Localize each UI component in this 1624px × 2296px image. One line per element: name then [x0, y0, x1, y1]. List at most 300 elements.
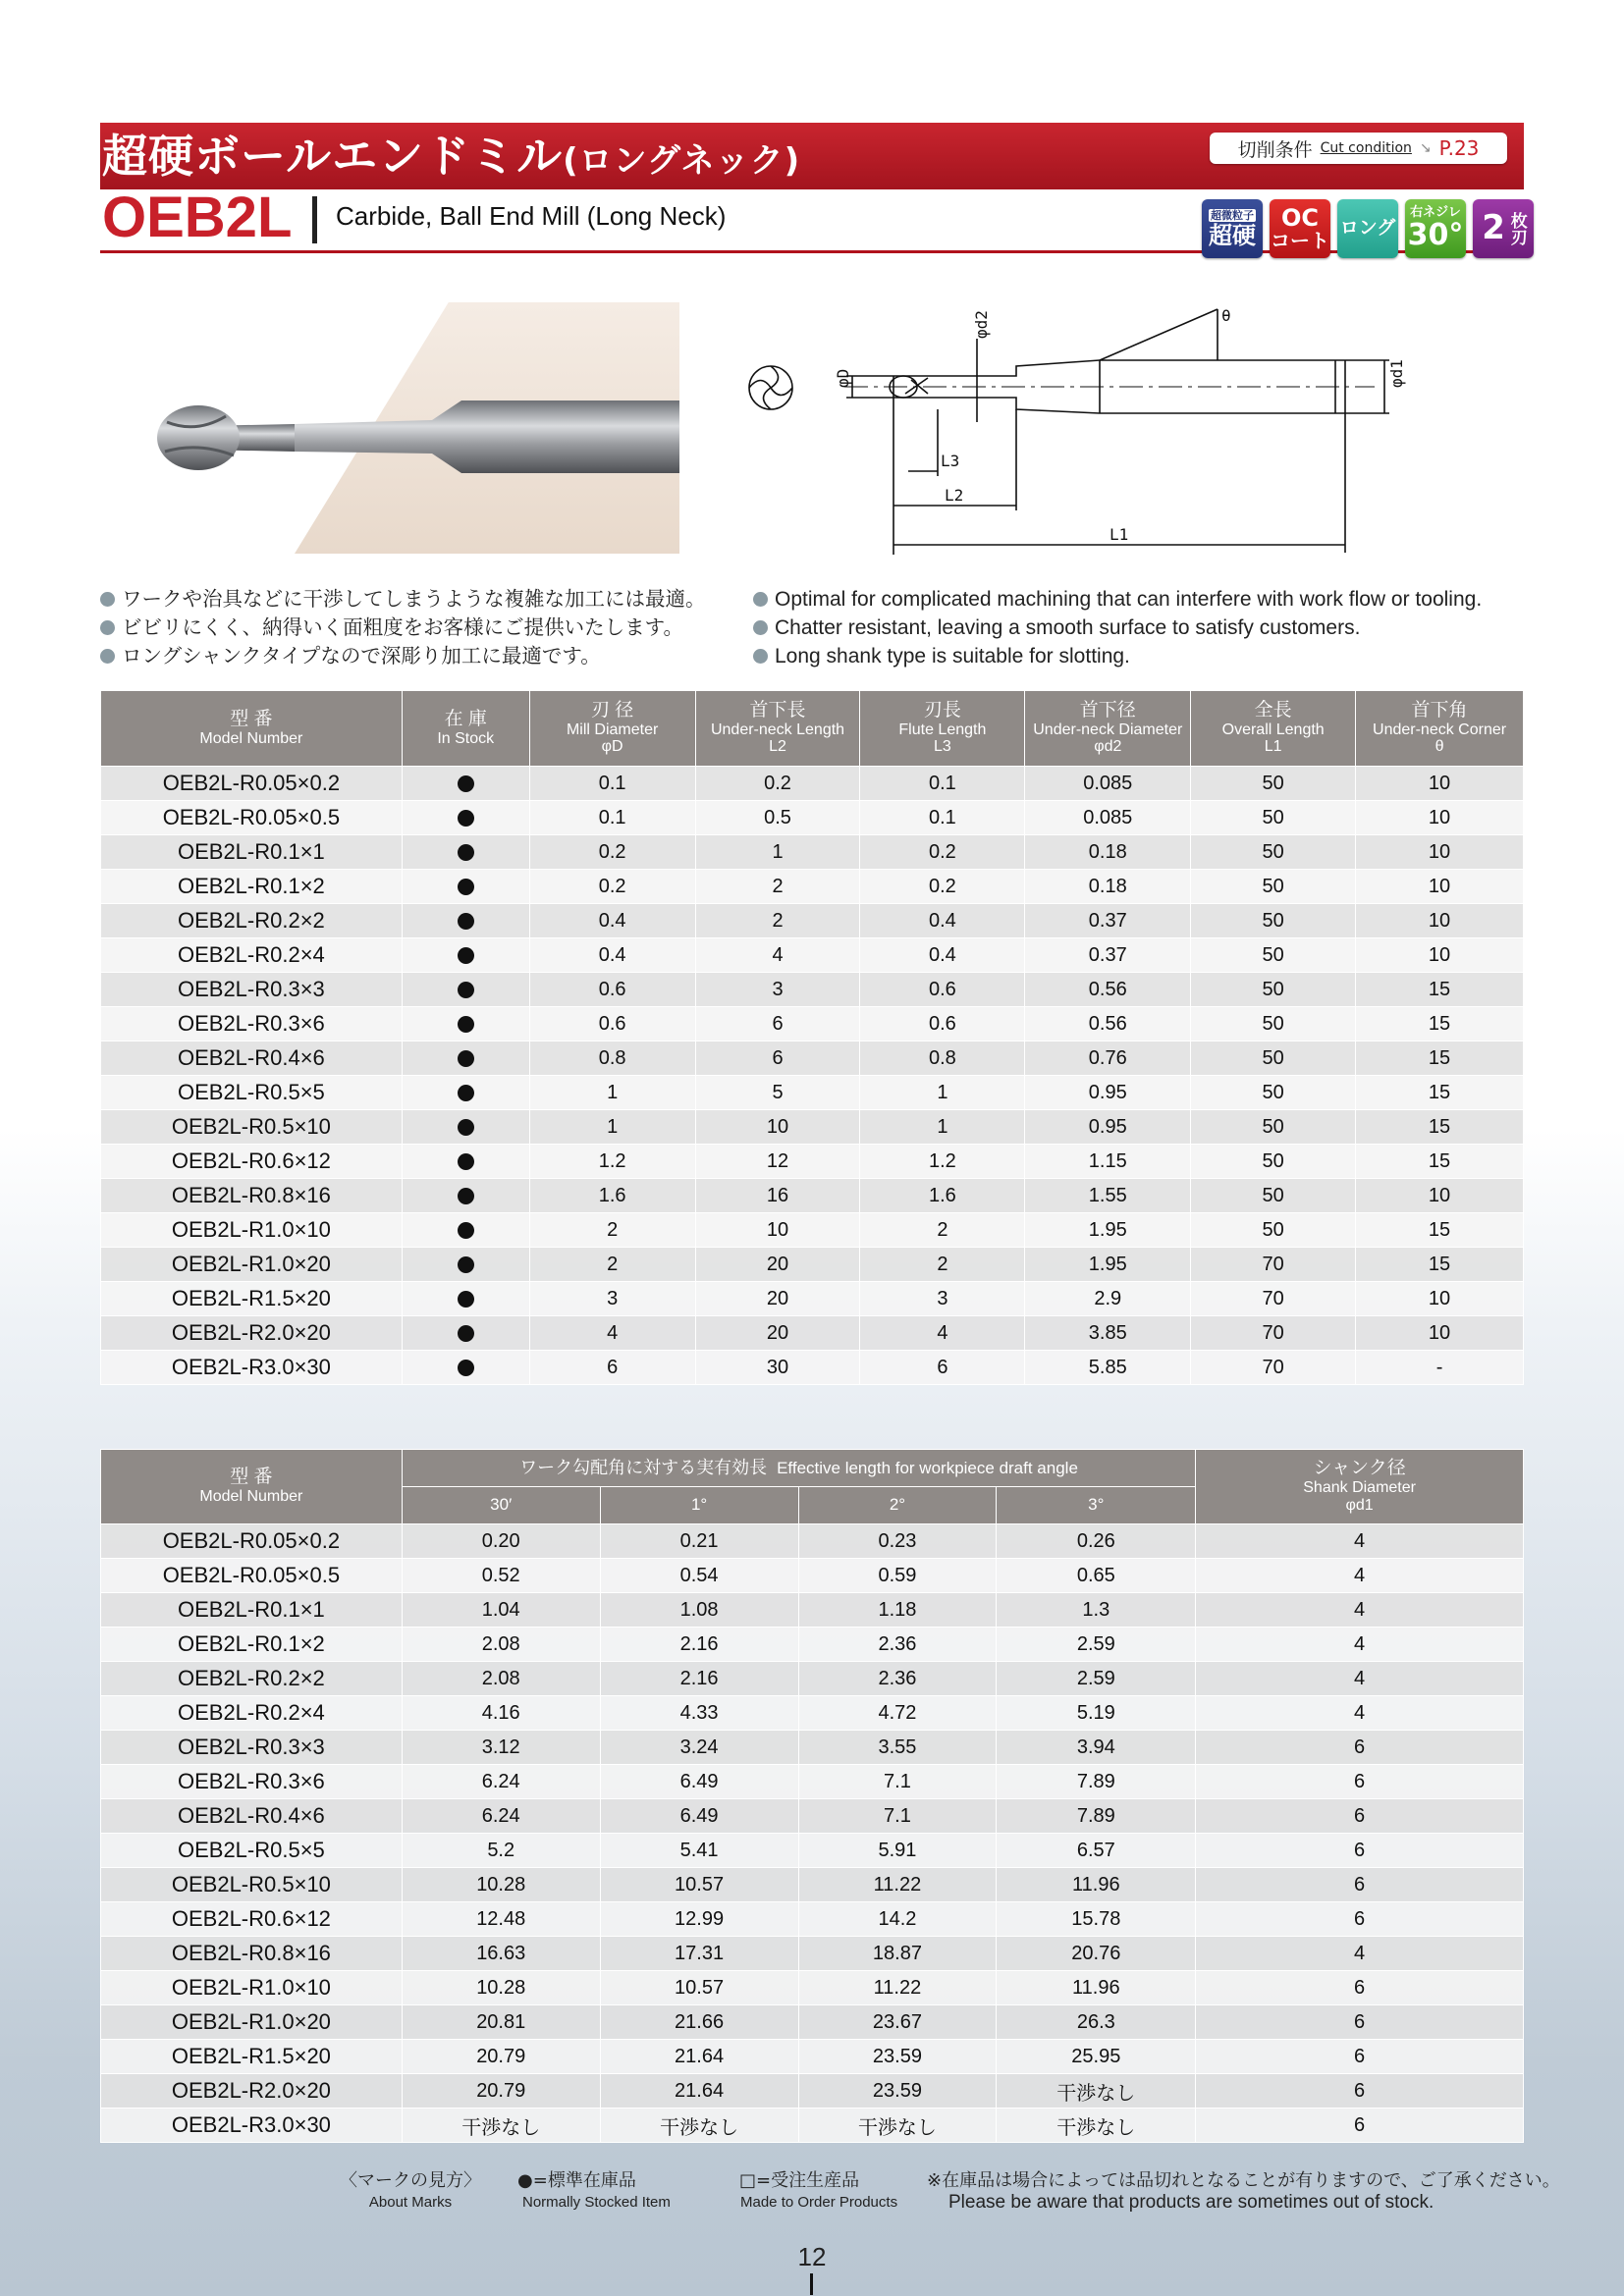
spec-header-cell: 首下長 Under-neck Length L2	[695, 691, 860, 767]
spec-cell: 2	[529, 1213, 695, 1248]
eff-cell: 3.24	[600, 1731, 798, 1765]
eff-cell: 11.22	[798, 1868, 997, 1902]
label-phi-d2: φd2	[972, 310, 991, 339]
spec-row	[101, 801, 1524, 835]
stock-note: ※在庫品は場合によっては品切れとなることが有りますので、ご了承ください。 Please be aware that products are sometimes out of stock.	[927, 2170, 1560, 2213]
in-stock-icon	[458, 982, 474, 998]
eff-cell: 4.16	[402, 1696, 600, 1731]
spec-cell: 12	[695, 1145, 860, 1179]
eff-row	[101, 1765, 1524, 1799]
spec-cell: 50	[1191, 767, 1356, 801]
spec-cell: 15	[1356, 1213, 1524, 1248]
spec-cell: 1.95	[1025, 1248, 1191, 1282]
spec-row	[101, 938, 1524, 973]
spec-cell: 50	[1191, 938, 1356, 973]
eff-cell: 6.24	[402, 1799, 600, 1834]
model-number-cell: OEB2L-R0.5×5	[101, 1076, 403, 1110]
eff-row	[101, 1799, 1524, 1834]
spec-row	[101, 973, 1524, 1007]
spec-cell: 0.5	[695, 801, 860, 835]
spec-cell: 0.085	[1025, 801, 1191, 835]
spec-row	[101, 1213, 1524, 1248]
spec-cell: 15	[1356, 1248, 1524, 1282]
spec-cell: 10	[1356, 835, 1524, 870]
spec-cell: 10	[1356, 801, 1524, 835]
spec-cell: 6	[529, 1351, 695, 1385]
spec-header-cell: 刃 径 Mill Diameter φD	[529, 691, 695, 767]
spec-cell	[402, 1248, 529, 1282]
model-number-cell: OEB2L-R0.8×16	[101, 1179, 403, 1213]
spec-cell: 10	[1356, 1179, 1524, 1213]
spec-header-cell: 首下角 Under-neck Corner θ	[1356, 691, 1524, 767]
spec-cell: 50	[1191, 904, 1356, 938]
model-number-cell: OEB2L-R0.3×3	[101, 973, 403, 1007]
eff-cell: 7.89	[997, 1765, 1196, 1799]
eff-cell: 6	[1196, 1834, 1524, 1868]
spec-cell: 10	[1356, 938, 1524, 973]
title-main: 超硬ボールエンドミル	[102, 130, 564, 183]
eff-row	[101, 1834, 1524, 1868]
bullet-icon	[753, 620, 768, 635]
eff-header-shank: シャンク径 Shank Diameter φd1	[1196, 1450, 1524, 1524]
eff-cell: 3.94	[997, 1731, 1196, 1765]
eff-cell: 15.78	[997, 1902, 1196, 1937]
spec-header-cell: 全長 Overall Length L1	[1191, 691, 1356, 767]
eff-cell: 20.79	[402, 2074, 600, 2109]
spec-cell	[402, 1316, 529, 1351]
spec-row	[101, 1041, 1524, 1076]
in-stock-icon	[458, 844, 474, 861]
eff-cell: 干渉なし	[997, 2074, 1196, 2109]
eff-cell: 7.89	[997, 1799, 1196, 1834]
in-stock-icon	[458, 1050, 474, 1067]
spec-cell: 0.4	[529, 938, 695, 973]
model-number-cell: OEB2L-R1.0×20	[101, 2005, 403, 2040]
page-number: 12	[797, 2242, 827, 2271]
eff-row	[101, 1937, 1524, 1971]
in-stock-icon	[458, 913, 474, 930]
eff-cell: 1.3	[997, 1593, 1196, 1628]
in-stock-icon	[458, 879, 474, 895]
spec-cell: 0.4	[860, 938, 1025, 973]
spec-cell: 2	[860, 1213, 1025, 1248]
eff-row	[101, 1559, 1524, 1593]
spec-cell	[402, 801, 529, 835]
spec-row	[101, 835, 1524, 870]
spec-cell: 0.2	[695, 767, 860, 801]
spec-cell: 2.9	[1025, 1282, 1191, 1316]
spec-cell	[402, 1145, 529, 1179]
in-stock-icon	[458, 1360, 474, 1376]
model-number-cell: OEB2L-R0.5×10	[101, 1868, 403, 1902]
model-number-cell: OEB2L-R0.05×0.5	[101, 801, 403, 835]
eff-cell: 4	[1196, 1559, 1524, 1593]
eff-cell: 0.59	[798, 1559, 997, 1593]
title-sub: (ロングネック)	[563, 141, 801, 181]
spec-cell: 0.95	[1025, 1110, 1191, 1145]
spec-cell: 0.8	[529, 1041, 695, 1076]
model-number-cell: OEB2L-R0.4×6	[101, 1799, 403, 1834]
eff-cell: 3.55	[798, 1731, 997, 1765]
two-flute-badge: 2 枚刃	[1473, 199, 1534, 258]
feature-en-item: Long shank type is suitable for slotting.	[753, 642, 1482, 670]
in-stock-icon	[458, 1085, 474, 1101]
arrow-icon: ↘	[1419, 140, 1432, 156]
model-number-cell: OEB2L-R0.2×2	[101, 904, 403, 938]
spec-cell: 0.56	[1025, 973, 1191, 1007]
eff-cell: 6	[1196, 1868, 1524, 1902]
eff-cell: 23.67	[798, 2005, 997, 2040]
eff-cell: 2.36	[798, 1628, 997, 1662]
spec-cell: 0.37	[1025, 904, 1191, 938]
eff-cell: 2.16	[600, 1662, 798, 1696]
spec-cell: 50	[1191, 801, 1356, 835]
spec-row	[101, 904, 1524, 938]
spec-header-cell: 首下径 Under-neck Diameter φd2	[1025, 691, 1191, 767]
tool-photo	[147, 373, 682, 481]
spec-cell	[402, 1282, 529, 1316]
eff-cell: 12.48	[402, 1902, 600, 1937]
spec-cell: 50	[1191, 835, 1356, 870]
eff-cell: 2.16	[600, 1628, 798, 1662]
eff-cell: 23.59	[798, 2074, 997, 2109]
cut-condition-en: Cut condition	[1320, 140, 1412, 156]
spec-cell: 10	[1356, 767, 1524, 801]
spec-row	[101, 1248, 1524, 1282]
spec-cell: 50	[1191, 1041, 1356, 1076]
bullet-icon	[753, 592, 768, 607]
spec-cell: 3	[529, 1282, 695, 1316]
feature-jp-item: ビビリにくく、納得いく面粗度をお客様にご提供いたします。	[100, 614, 706, 642]
spec-cell: 0.6	[529, 973, 695, 1007]
model-number-cell: OEB2L-R0.2×4	[101, 938, 403, 973]
eff-cell: 0.21	[600, 1524, 798, 1559]
spec-cell	[402, 1179, 529, 1213]
eff-cell: 6	[1196, 2109, 1524, 2143]
cut-condition-link[interactable]	[1210, 133, 1507, 164]
eff-cell: 14.2	[798, 1902, 997, 1937]
eff-cell: 0.52	[402, 1559, 600, 1593]
eff-cell: 21.64	[600, 2074, 798, 2109]
spec-row	[101, 1316, 1524, 1351]
eff-cell: 6	[1196, 1765, 1524, 1799]
eff-cell: 6.24	[402, 1765, 600, 1799]
model-number-cell: OEB2L-R0.05×0.2	[101, 1524, 403, 1559]
eff-cell: 6.57	[997, 1834, 1196, 1868]
eff-cell: 11.96	[997, 1971, 1196, 2005]
eff-cell: 6	[1196, 2005, 1524, 2040]
spec-cell: 50	[1191, 973, 1356, 1007]
eff-angle-header: 3°	[997, 1487, 1196, 1524]
eff-cell: 干渉なし	[997, 2109, 1196, 2143]
eff-cell: 0.26	[997, 1524, 1196, 1559]
model-number-cell: OEB2L-R0.4×6	[101, 1041, 403, 1076]
eff-cell: 10.28	[402, 1971, 600, 2005]
spec-cell: 4	[529, 1316, 695, 1351]
spec-cell: 16	[695, 1179, 860, 1213]
model-code: OEB2L	[102, 186, 293, 249]
eff-cell: 10.28	[402, 1868, 600, 1902]
in-stock-icon	[458, 1153, 474, 1170]
feature-badges	[1202, 199, 1534, 258]
legend-stock: ●=標準在庫品 Normally Stocked Item	[517, 2170, 671, 2211]
in-stock-icon	[458, 1188, 474, 1204]
model-number-cell: OEB2L-R0.6×12	[101, 1145, 403, 1179]
in-stock-icon	[458, 1119, 474, 1136]
eff-cell: 4	[1196, 1628, 1524, 1662]
spec-cell: 0.2	[529, 870, 695, 904]
bullet-icon	[100, 620, 115, 635]
model-number-cell: OEB2L-R3.0×30	[101, 2109, 403, 2143]
feature-en-item: Chatter resistant, leaving a smooth surface to satisfy customers.	[753, 614, 1482, 642]
model-number-cell: OEB2L-R0.8×16	[101, 1937, 403, 1971]
spec-cell: 0.4	[529, 904, 695, 938]
label-theta: θ	[1221, 306, 1231, 325]
eff-cell: 0.54	[600, 1559, 798, 1593]
eff-row	[101, 2040, 1524, 2074]
spec-cell: 0.1	[860, 767, 1025, 801]
spec-cell	[402, 904, 529, 938]
spec-cell: 20	[695, 1248, 860, 1282]
eff-cell: 26.3	[997, 2005, 1196, 2040]
spec-cell: 10	[1356, 870, 1524, 904]
spec-cell: 0.37	[1025, 938, 1191, 973]
model-number-cell: OEB2L-R0.1×2	[101, 870, 403, 904]
eff-row	[101, 1868, 1524, 1902]
eff-cell: 1.18	[798, 1593, 997, 1628]
spec-cell: -	[1356, 1351, 1524, 1385]
spec-cell: 6	[695, 1007, 860, 1041]
model-number-cell: OEB2L-R0.05×0.2	[101, 767, 403, 801]
spec-cell: 15	[1356, 1007, 1524, 1041]
label-phi-d: φD	[834, 368, 852, 388]
feature-en-item: Optimal for complicated machining that can interfere with work flow or tooling.	[753, 585, 1482, 614]
feature-jp-item: ロングシャンクタイプなので深彫り加工に最適です。	[100, 642, 706, 670]
eff-cell: 4.72	[798, 1696, 997, 1731]
spec-cell: 20	[695, 1282, 860, 1316]
model-number-cell: OEB2L-R0.1×1	[101, 835, 403, 870]
spec-row	[101, 1179, 1524, 1213]
eff-cell: 6	[1196, 2040, 1524, 2074]
eff-cell: 20.79	[402, 2040, 600, 2074]
eff-cell: 4	[1196, 1937, 1524, 1971]
spec-row	[101, 767, 1524, 801]
spec-cell: 0.95	[1025, 1076, 1191, 1110]
spec-cell	[402, 1351, 529, 1385]
model-number-cell: OEB2L-R0.3×6	[101, 1765, 403, 1799]
spec-cell: 0.6	[529, 1007, 695, 1041]
in-stock-icon	[458, 1291, 474, 1308]
spec-cell: 50	[1191, 1179, 1356, 1213]
eff-cell: 2.08	[402, 1662, 600, 1696]
eff-cell: 18.87	[798, 1937, 997, 1971]
spec-cell: 10	[1356, 904, 1524, 938]
spec-cell: 50	[1191, 1076, 1356, 1110]
effective-length-table	[100, 1449, 1524, 2143]
eff-row	[101, 1696, 1524, 1731]
spec-cell: 0.18	[1025, 835, 1191, 870]
in-stock-icon	[458, 947, 474, 964]
eff-cell: 10.57	[600, 1868, 798, 1902]
eff-cell: 6	[1196, 1971, 1524, 2005]
spec-cell	[402, 1076, 529, 1110]
spec-cell: 0.6	[860, 1007, 1025, 1041]
model-separator	[312, 196, 317, 243]
eff-row	[101, 1662, 1524, 1696]
spec-cell	[402, 938, 529, 973]
eff-cell: 5.2	[402, 1834, 600, 1868]
eff-cell: 11.96	[997, 1868, 1196, 1902]
eff-cell: 0.23	[798, 1524, 997, 1559]
eff-cell: 2.08	[402, 1628, 600, 1662]
spec-cell	[402, 1110, 529, 1145]
model-number-cell: OEB2L-R1.5×20	[101, 2040, 403, 2074]
in-stock-icon	[458, 1256, 474, 1273]
eff-header-model: 型 番 Model Number	[101, 1450, 403, 1524]
label-l2: L2	[945, 486, 964, 505]
eff-row	[101, 1902, 1524, 1937]
spec-cell: 1.2	[529, 1145, 695, 1179]
spec-cell: 1.6	[860, 1179, 1025, 1213]
spec-cell: 10	[695, 1213, 860, 1248]
spec-cell: 1	[695, 835, 860, 870]
model-number-cell: OEB2L-R0.3×6	[101, 1007, 403, 1041]
eff-cell: 2.36	[798, 1662, 997, 1696]
eff-row	[101, 1731, 1524, 1765]
eff-cell: 1.04	[402, 1593, 600, 1628]
spec-row	[101, 870, 1524, 904]
spec-cell: 10	[1356, 1282, 1524, 1316]
spec-cell	[402, 1041, 529, 1076]
spec-header-cell: 刃長 Flute Length L3	[860, 691, 1025, 767]
spec-row	[101, 1351, 1524, 1385]
eff-cell: 6	[1196, 1902, 1524, 1937]
spec-cell: 3	[695, 973, 860, 1007]
spec-cell: 6	[695, 1041, 860, 1076]
eff-cell: 干渉なし	[798, 2109, 997, 2143]
spec-row	[101, 1007, 1524, 1041]
spec-cell: 0.2	[529, 835, 695, 870]
spec-cell: 0.76	[1025, 1041, 1191, 1076]
spec-cell: 1.2	[860, 1145, 1025, 1179]
model-number-cell: OEB2L-R0.1×1	[101, 1593, 403, 1628]
spec-cell: 70	[1191, 1316, 1356, 1351]
eff-cell: 4	[1196, 1662, 1524, 1696]
eff-cell: 6	[1196, 1799, 1524, 1834]
spec-cell: 0.1	[529, 801, 695, 835]
product-title-jp	[102, 124, 800, 188]
spec-cell: 2	[529, 1248, 695, 1282]
model-number-cell: OEB2L-R0.5×10	[101, 1110, 403, 1145]
in-stock-icon	[458, 1222, 474, 1239]
model-number-cell: OEB2L-R0.6×12	[101, 1902, 403, 1937]
spec-cell: 50	[1191, 1145, 1356, 1179]
spec-cell: 1	[529, 1076, 695, 1110]
spec-cell	[402, 870, 529, 904]
label-phi-d1: φd1	[1387, 359, 1406, 388]
feature-jp-item: ワークや治具などに干渉してしまうような複雑な加工には最適。	[100, 585, 706, 614]
eff-cell: 3.12	[402, 1731, 600, 1765]
features-en	[753, 585, 1482, 670]
bullet-icon	[100, 592, 115, 607]
spec-cell: 50	[1191, 1110, 1356, 1145]
spec-cell: 5	[695, 1076, 860, 1110]
spec-cell: 0.1	[860, 801, 1025, 835]
eff-cell: 4	[1196, 1696, 1524, 1731]
model-number-cell: OEB2L-R1.0×20	[101, 1248, 403, 1282]
eff-cell: 6	[1196, 2074, 1524, 2109]
carbide-badge: 超微粒子 超硬	[1202, 199, 1263, 258]
eff-cell: 7.1	[798, 1799, 997, 1834]
spec-cell: 50	[1191, 870, 1356, 904]
spec-cell: 50	[1191, 1007, 1356, 1041]
label-l1: L1	[1110, 525, 1129, 544]
model-number-cell: OEB2L-R3.0×30	[101, 1351, 403, 1385]
spec-cell: 0.2	[860, 870, 1025, 904]
spec-cell: 4	[695, 938, 860, 973]
spec-cell: 3	[860, 1282, 1025, 1316]
cut-condition-jp: 切削条件	[1237, 138, 1313, 161]
spec-cell: 5.85	[1025, 1351, 1191, 1385]
model-number-cell: OEB2L-R0.05×0.5	[101, 1559, 403, 1593]
spec-cell: 0.1	[529, 767, 695, 801]
label-l3: L3	[941, 452, 960, 470]
in-stock-icon	[458, 775, 474, 792]
spec-cell	[402, 835, 529, 870]
eff-cell: 4	[1196, 1593, 1524, 1628]
eff-cell: 21.66	[600, 2005, 798, 2040]
eff-cell: 4	[1196, 1524, 1524, 1559]
spec-cell: 0.085	[1025, 767, 1191, 801]
eff-cell: 20.76	[997, 1937, 1196, 1971]
spec-row	[101, 1282, 1524, 1316]
eff-cell: 6.49	[600, 1799, 798, 1834]
model-number-cell: OEB2L-R0.1×2	[101, 1628, 403, 1662]
eff-cell: 23.59	[798, 2040, 997, 2074]
spec-cell: 0.2	[860, 835, 1025, 870]
bullet-icon	[100, 649, 115, 664]
eff-cell: 11.22	[798, 1971, 997, 2005]
spec-cell: 0.6	[860, 973, 1025, 1007]
bullet-icon	[753, 649, 768, 664]
spec-cell	[402, 1213, 529, 1248]
eff-angle-header: 1°	[600, 1487, 798, 1524]
eff-cell: 16.63	[402, 1937, 600, 1971]
spec-table	[100, 690, 1524, 1385]
eff-cell: 5.91	[798, 1834, 997, 1868]
cut-condition-page: P.23	[1438, 136, 1480, 160]
eff-row	[101, 1593, 1524, 1628]
spec-cell: 2	[695, 904, 860, 938]
spec-cell: 0.4	[860, 904, 1025, 938]
eff-cell: 5.41	[600, 1834, 798, 1868]
spec-cell	[402, 767, 529, 801]
in-stock-icon	[458, 810, 474, 827]
eff-cell: 5.19	[997, 1696, 1196, 1731]
spec-cell: 50	[1191, 1213, 1356, 1248]
eff-header-group: ワーク勾配角に対する実有効長 Effective length for workpiece draft angle	[402, 1450, 1195, 1487]
spec-cell: 1	[529, 1110, 695, 1145]
eff-cell: 7.1	[798, 1765, 997, 1799]
spec-cell: 0.18	[1025, 870, 1191, 904]
eff-row	[101, 1971, 1524, 2005]
spec-cell: 70	[1191, 1248, 1356, 1282]
model-number-cell: OEB2L-R0.3×3	[101, 1731, 403, 1765]
helix-30-badge: 右ネジレ 30°	[1405, 199, 1466, 258]
features-jp	[100, 585, 706, 670]
spec-header-cell: 型 番 Model Number	[101, 691, 403, 767]
model-number-cell: OEB2L-R2.0×20	[101, 1316, 403, 1351]
